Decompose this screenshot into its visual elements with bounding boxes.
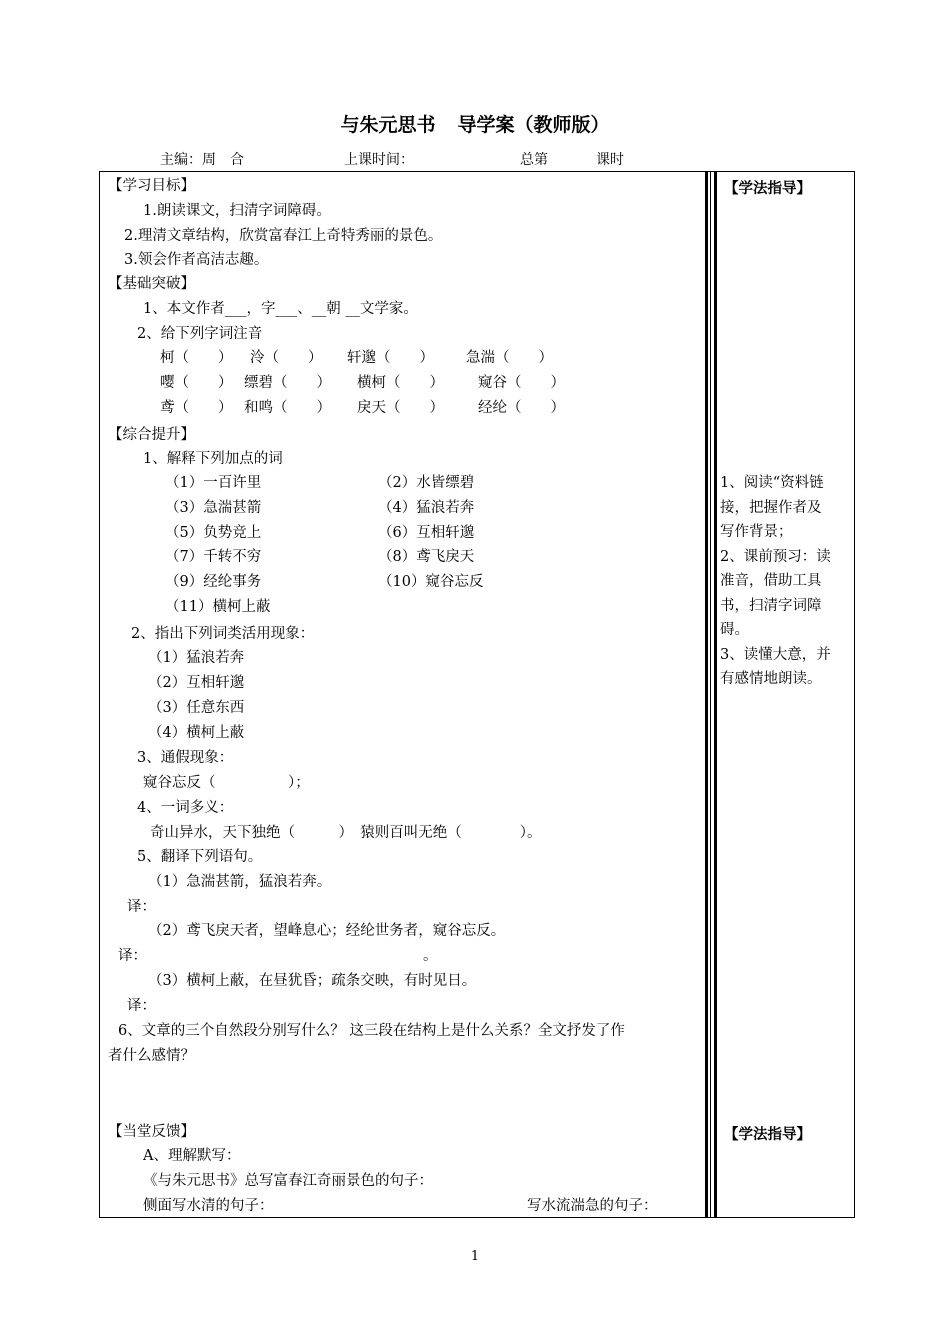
goal-3: 3.领会作者高洁志趣。 [124,252,269,268]
q2-item: （2）互相轩邈 [148,675,245,691]
pinyin-item: 鸢（ ） [160,400,233,416]
pinyin-item: 泠（ ） [250,350,323,366]
basic-q2: 2、给下列字词注音 [137,326,263,342]
side-heading: 【学法指导】 [724,181,811,197]
side-line: 2、课前预习：读 [720,548,831,565]
pinyin-item: 轩邈（ ） [347,350,434,366]
translation-label: 译： [127,899,156,915]
pinyin-item: 戾天（ ） [357,400,444,416]
q2-item: （3）任意东西 [148,700,245,716]
pinyin-item: 急湍（ ） [466,350,553,366]
side-line: 书，扫清字词障 [720,597,822,614]
translation-period: 。 [423,948,438,964]
page-title [0,110,950,137]
side-line: 有感情地朗读。 [720,671,822,687]
pinyin-item: 经纶（ ） [478,400,565,416]
word-item: （9）经纶事务 [165,574,262,590]
title-sub: 导学案（教师版） [457,114,610,136]
side-line: 1、阅读“资料链 [720,475,824,491]
pinyin-item: 嘤（ ） [160,375,233,391]
section-feedback: 【当堂反馈】 [108,1124,195,1140]
word-item: （3）急湍甚箭 [165,500,262,516]
page-number: 1 [470,1249,480,1264]
q3-item: 窥谷忘反（ ）； [143,775,310,791]
q2-item: （4）横柯上蔽 [148,725,245,741]
side-line: 接，把握作者及 [720,499,822,516]
improve-q6-line2: 者什么感情？ [108,1048,195,1064]
q5-sentence-3: （3）横柯上蔽，在昼犹昏；疏条交映，有时见日。 [148,973,477,989]
word-item: （10）窥谷忘反 [378,574,484,590]
q2-item: （1）猛浪若奔 [148,650,245,666]
improve-q6-line1: 6、文章的三个自然段分别写什么？ 这三段在结构上是什么关系？全文抒发了作 [118,1023,625,1039]
word-item: （6）互相轩邈 [378,525,475,541]
section-basic: 【基础突破】 [108,276,195,292]
improve-q5: 5、翻译下列语句。 [137,849,263,865]
goal-2: 2.理清文章结构，欣赏富春江上奇特秀丽的景色。 [124,228,443,244]
side-line: 写作背景； [720,524,793,540]
pinyin-item: 缥碧（ ） [244,375,331,391]
improve-q4: 4、一词多义： [137,800,234,816]
pinyin-item: 柯（ ） [160,350,233,366]
side-line: 碍。 [720,622,749,638]
q4-item: 奇山异水，天下独绝（ ） 猿则百叫无绝（ ）。 [150,825,542,841]
meta-total: 总第 [520,152,548,168]
q5-sentence-1: （1）急湍甚箭，猛浪若奔。 [148,874,332,890]
meta-period: 课时 [596,152,624,168]
q5-sentence-2: （2）鸢飞戾天者，望峰息心；经纶世务者，窥谷忘反。 [148,923,506,939]
word-item: （4）猛浪若奔 [378,500,475,516]
feedback-line-2b: 写水流湍急的句子： [527,1198,658,1214]
section-improve: 【综合提升】 [108,427,195,443]
word-item: （7）千转不穷 [165,549,262,565]
basic-q1: 1、本文作者___，字___、__朝 __文学家。 [143,301,418,317]
improve-q3: 3、通假现象： [137,750,234,766]
section-goals: 【学习目标】 [108,178,195,194]
meta-time: 上课时间： [344,152,414,168]
side-guidance [720,471,853,692]
word-item: （11）横柯上蔽 [165,599,271,615]
pinyin-item: 窥谷（ ） [478,375,565,391]
side-heading-2: 【学法指导】 [724,1127,811,1143]
side-line: 3、读懂大意，并 [720,646,831,663]
word-item: （1）一百许里 [165,475,262,491]
feedback-a: A、理解默写： [143,1148,241,1164]
word-item: （5）负势竞上 [165,525,262,541]
translation-label: 译： [118,948,147,964]
improve-q1: 1、解释下列加点的词 [143,451,283,467]
feedback-line-1: 《与朱元思书》总写富春江奇丽景色的句子： [143,1173,433,1189]
title-main: 与朱元思书 [340,114,436,136]
column-divider-3 [714,171,717,1218]
pinyin-item: 横柯（ ） [357,375,444,391]
column-divider-2 [710,171,711,1218]
feedback-line-2a: 侧面写水清的句子： [143,1198,274,1214]
meta-editor: 主编：周 合 [160,152,244,168]
goal-1: 1.朗读课文，扫清字词障碍。 [143,203,331,219]
pinyin-item: 和鸣（ ） [244,400,331,416]
word-item: （8）鸢飞戾天 [378,549,475,565]
side-line: 准音，借助工具 [720,573,822,589]
column-divider-1 [705,171,708,1218]
translation-label: 译： [127,998,156,1014]
improve-q2: 2、指出下列词类活用现象： [131,626,315,642]
word-item: （2）水皆缥碧 [378,475,475,491]
